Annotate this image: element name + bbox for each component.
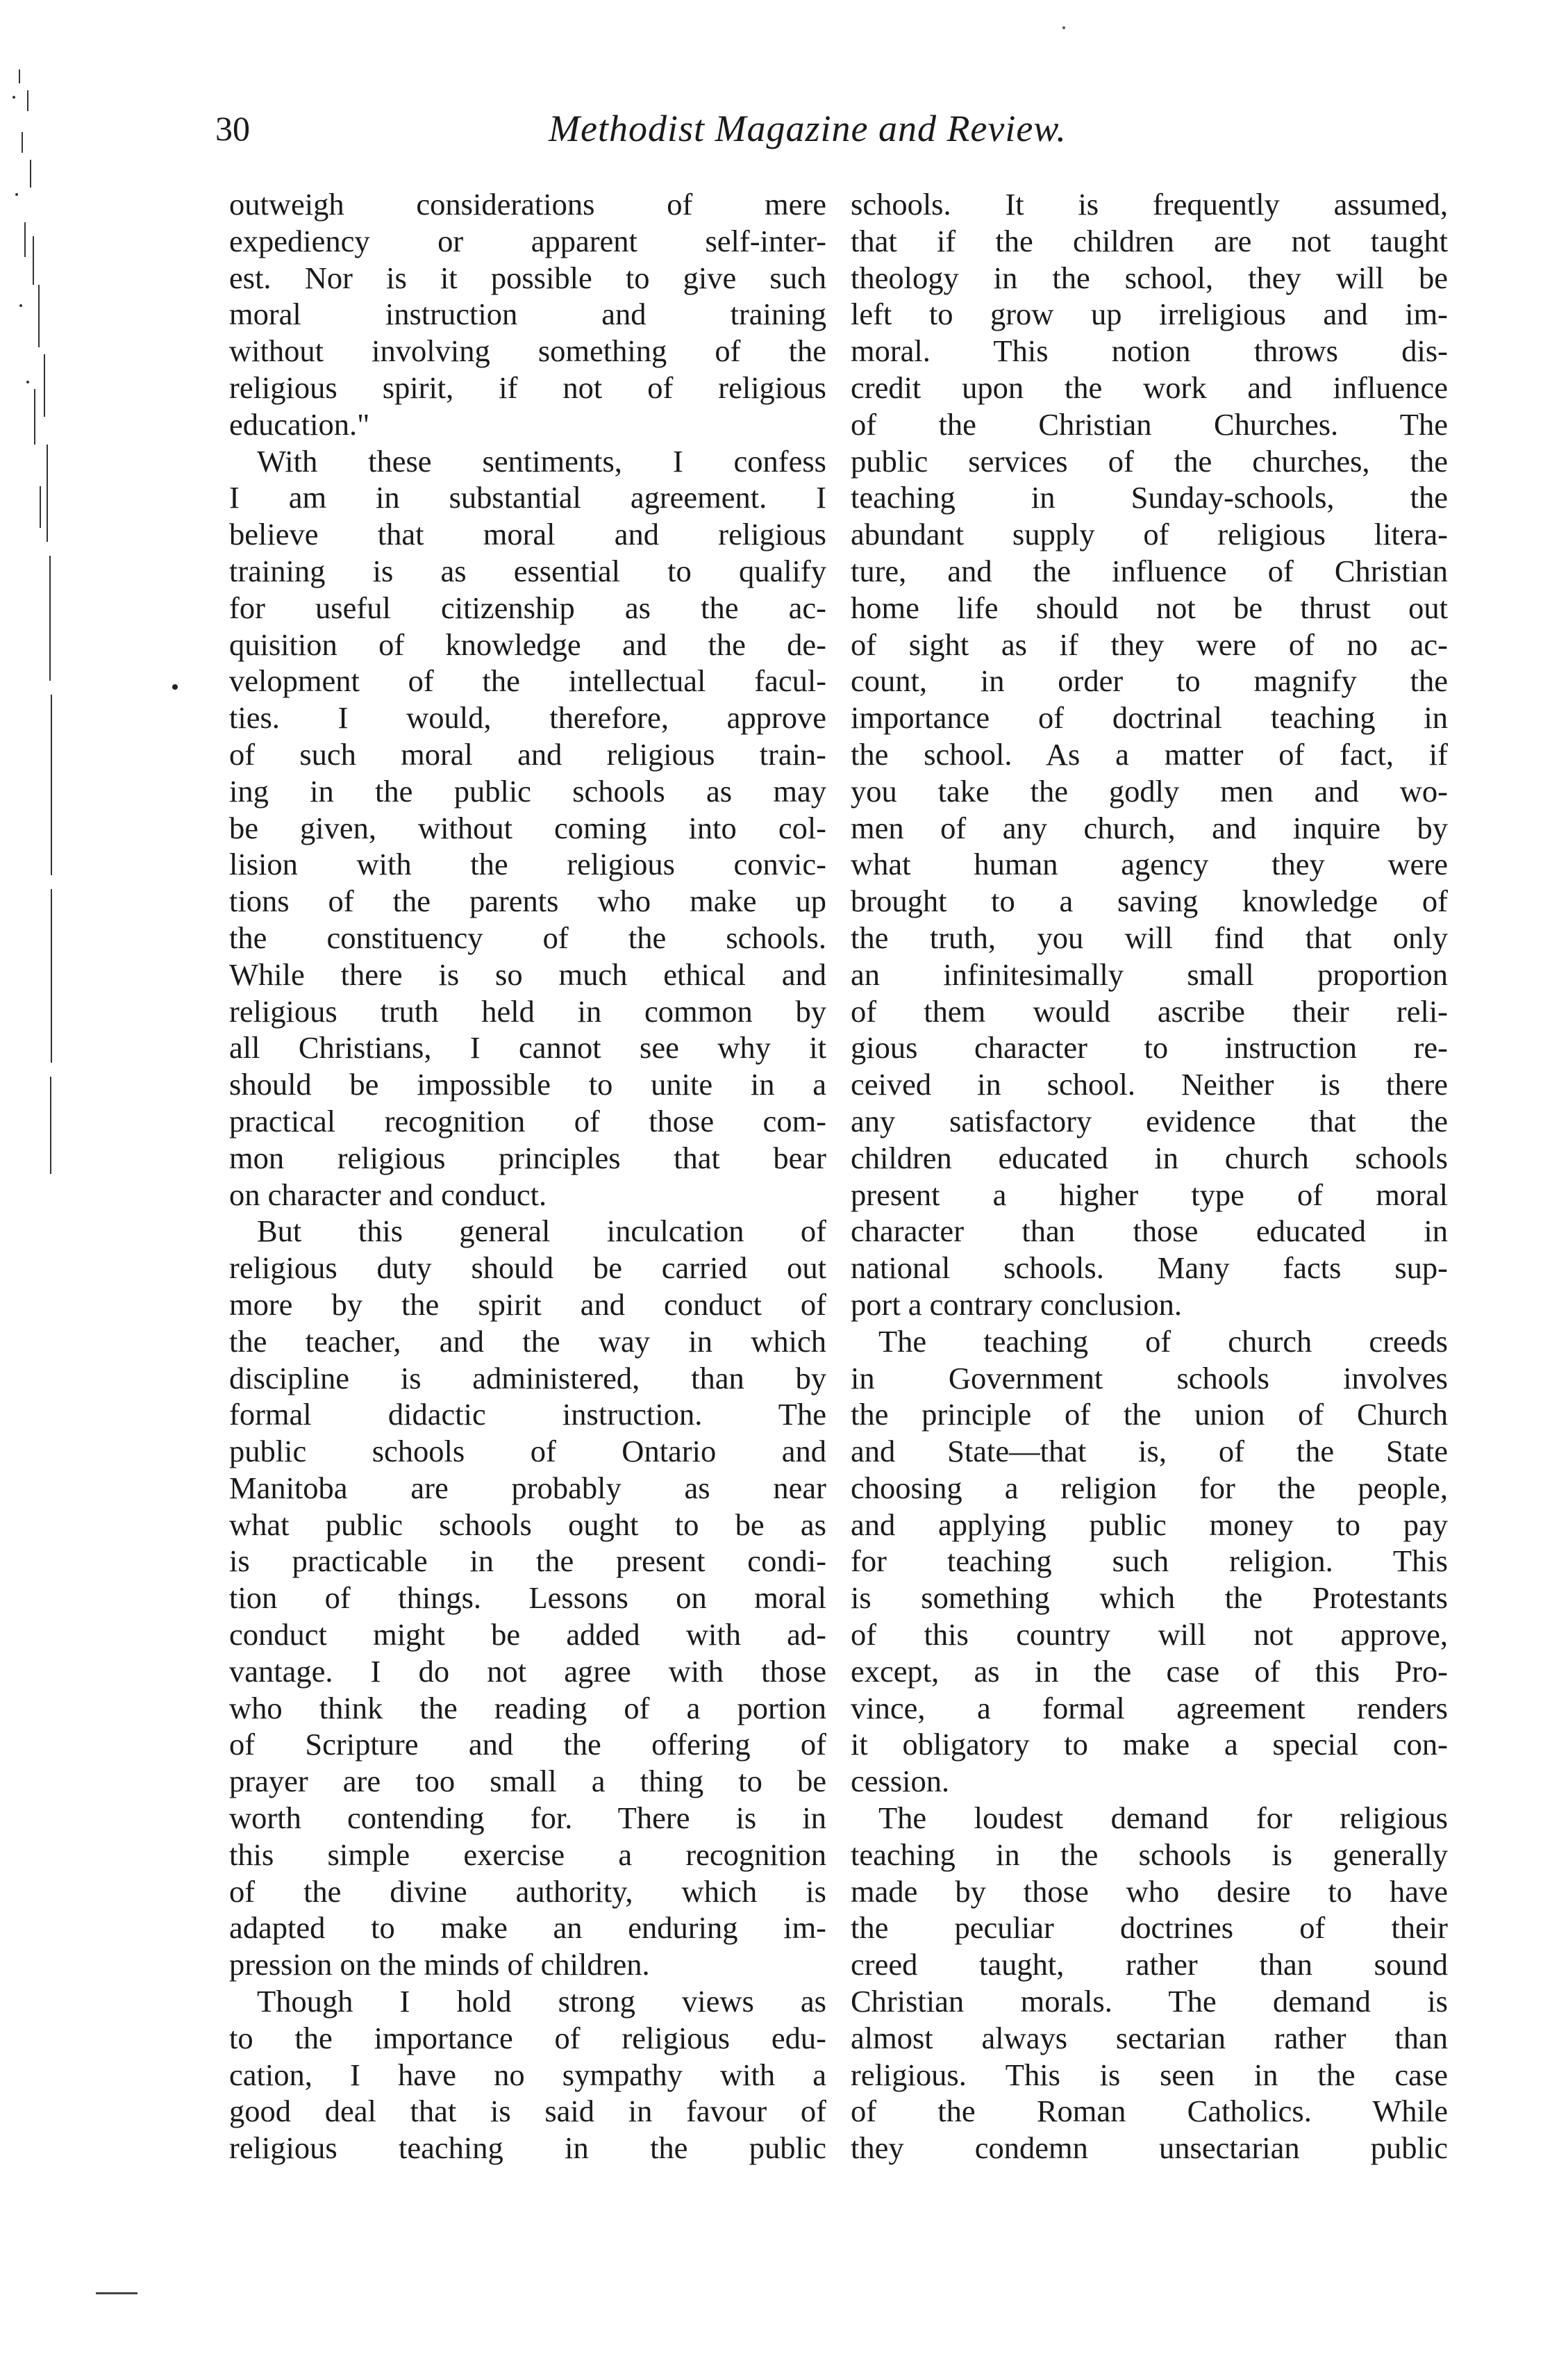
text-line: mon religious principles that bear	[229, 1140, 826, 1175]
text-line: for useful citizenship as the ac-	[229, 590, 826, 625]
text-line: the teacher, and the way in which	[229, 1323, 826, 1359]
text-line: character than those educated in	[851, 1213, 1448, 1249]
text-line: outweigh considerations of mere	[229, 187, 826, 222]
text-line: moral. This notion throws dis-	[851, 333, 1448, 369]
text-line: But this general inculcation of	[257, 1213, 826, 1249]
text-line: believe that moral and religious	[229, 517, 826, 552]
text-line: ceived in school. Neither is there	[851, 1067, 1448, 1102]
text-line: Christian morals. The demand is	[851, 1984, 1448, 2019]
text-line: brought to a saving knowledge of	[851, 884, 1448, 919]
text-line: without involving something of the	[229, 333, 826, 369]
text-line: public schools of Ontario and	[229, 1434, 826, 1469]
text-line: is something which the Protestants	[851, 1580, 1448, 1616]
text-line: velopment of the intellectual facul-	[229, 663, 826, 699]
text-line: it obligatory to make a special con-	[851, 1727, 1448, 1762]
text-line: of the Christian Churches. The	[851, 406, 1448, 442]
text-line: made by those who desire to have	[851, 1873, 1448, 1909]
text-line: adapted to make an enduring im-	[229, 1910, 826, 1946]
text-line: credit upon the work and influence	[851, 370, 1448, 405]
text-line: religious duty should be carried out	[229, 1250, 826, 1286]
text-line: religious teaching in the public	[229, 2130, 826, 2166]
text-line: With these sentiments, I confess	[257, 443, 826, 479]
margin-dot	[172, 684, 178, 690]
text-line: The teaching of church creeds	[878, 1323, 1448, 1359]
text-line: cession.	[851, 1764, 950, 1799]
scan-speck	[1062, 26, 1065, 29]
text-line: the constituency of the schools.	[229, 920, 826, 955]
text-line: home life should not be thrust out	[851, 590, 1448, 625]
text-line: teaching in the schools is generally	[851, 1837, 1448, 1872]
text-line: on character and conduct.	[229, 1177, 547, 1212]
text-line: of such moral and religious train-	[229, 736, 826, 772]
text-line: the school. As a matter of fact, if	[851, 736, 1448, 772]
text-line: of the Roman Catholics. While	[851, 2094, 1448, 2129]
text-line: almost always sectarian rather than	[851, 2020, 1448, 2055]
text-line: religious. This is seen in the case	[851, 2057, 1448, 2092]
text-line: of the divine authority, which is	[229, 1873, 826, 1909]
text-line: quisition of knowledge and the de-	[229, 627, 826, 662]
text-line: teaching in Sunday-schools, the	[851, 480, 1448, 515]
text-line: any satisfactory evidence that the	[851, 1103, 1448, 1138]
text-line: gious character to instruction re-	[851, 1030, 1448, 1066]
text-line: men of any church, and inquire by	[851, 810, 1448, 845]
text-line: the peculiar doctrines of their	[851, 1910, 1448, 1946]
text-line: abundant supply of religious litera-	[851, 517, 1448, 552]
text-line: practical recognition of those com-	[229, 1103, 826, 1138]
text-line: good deal that is said in favour of	[229, 2094, 826, 2129]
text-line: public services of the churches, the	[851, 443, 1448, 479]
text-line: for teaching such religion. This	[851, 1543, 1448, 1579]
text-line: who think the reading of a portion	[229, 1690, 826, 1725]
text-line: pression on the minds of children.	[229, 1947, 650, 1982]
text-line: except, as in the case of this Pro-	[851, 1653, 1448, 1689]
text-line: prayer are too small a thing to be	[229, 1764, 826, 1799]
text-line: national schools. Many facts sup-	[851, 1250, 1448, 1286]
text-line: While there is so much ethical and	[229, 956, 826, 992]
text-line: The loudest demand for religious	[878, 1800, 1448, 1836]
text-line: that if the children are not taught	[851, 223, 1448, 258]
text-line: Manitoba are probably as near	[229, 1470, 826, 1505]
text-line: ties. I would, therefore, approve	[229, 700, 826, 736]
text-line: creed taught, rather than sound	[851, 1947, 1448, 1982]
text-line: tions of the parents who make up	[229, 884, 826, 919]
text-line: an infinitesimally small proportion	[851, 956, 1448, 992]
text-line: moral instruction and training	[229, 297, 826, 332]
right-text-column	[851, 186, 1448, 2167]
text-line: what human agency they were	[851, 847, 1448, 882]
text-line: they condemn unsectarian public	[851, 2130, 1448, 2166]
text-line: formal didactic instruction. The	[229, 1397, 826, 1432]
text-line: what public schools ought to be as	[229, 1507, 826, 1542]
text-line: I am in substantial agreement. I	[229, 480, 826, 515]
binding-edge-marks	[7, 56, 56, 1236]
page-header	[0, 104, 1568, 160]
text-line: religious truth held in common by	[229, 993, 826, 1029]
text-line: the principle of the union of Church	[851, 1397, 1448, 1432]
text-line: importance of doctrinal teaching in	[851, 700, 1448, 736]
text-line: worth contending for. There is in	[229, 1800, 826, 1836]
text-line: training is as essential to qualify	[229, 553, 826, 588]
left-text-column	[229, 186, 826, 2167]
text-line: education."	[229, 406, 370, 442]
text-line: be given, without coming into col-	[229, 810, 826, 845]
text-line: the truth, you will find that only	[851, 920, 1448, 955]
text-line: you take the godly men and wo-	[851, 773, 1448, 809]
text-line: present a higher type of moral	[851, 1177, 1448, 1212]
text-line: this simple exercise a recognition	[229, 1837, 826, 1872]
text-line: vantage. I do not agree with those	[229, 1653, 826, 1689]
text-line: vince, a formal agreement renders	[851, 1690, 1448, 1725]
text-line: is practicable in the present condi-	[229, 1543, 826, 1579]
text-line: all Christians, I cannot see why it	[229, 1030, 826, 1066]
text-line: theology in the school, they will be	[851, 260, 1448, 295]
text-line: of this country will not approve,	[851, 1617, 1448, 1652]
text-line: schools. It is frequently assumed,	[851, 187, 1448, 222]
text-line: children educated in church schools	[851, 1140, 1448, 1175]
text-line: tion of things. Lessons on moral	[229, 1580, 826, 1616]
text-line: of them would ascribe their reli-	[851, 993, 1448, 1029]
text-line: should be impossible to unite in a	[229, 1067, 826, 1102]
text-line: conduct might be added with ad-	[229, 1617, 826, 1652]
text-line: religious spirit, if not of religious	[229, 370, 826, 405]
text-line: of sight as if they were of no ac-	[851, 627, 1448, 662]
text-line: port a contrary conclusion.	[851, 1286, 1182, 1322]
page-number: 30	[215, 109, 250, 148]
text-line: of Scripture and the offering of	[229, 1727, 826, 1762]
text-line: to the importance of religious edu-	[229, 2020, 826, 2055]
text-line: expediency or apparent self-inter-	[229, 223, 826, 258]
text-line: Though I hold strong views as	[257, 1984, 826, 2019]
text-line: choosing a religion for the people,	[851, 1470, 1448, 1505]
text-line: lision with the religious convic-	[229, 847, 826, 882]
scan-dash	[96, 2292, 137, 2294]
text-line: ture, and the influence of Christian	[851, 553, 1448, 588]
text-line: more by the spirit and conduct of	[229, 1286, 826, 1322]
text-line: est. Nor is it possible to give such	[229, 260, 826, 295]
text-line: ing in the public schools as may	[229, 773, 826, 809]
running-title: Methodist Magazine and Review.	[549, 108, 1067, 149]
text-line: cation, I have no sympathy with a	[229, 2057, 826, 2092]
text-line: left to grow up irreligious and im-	[851, 297, 1448, 332]
text-line: discipline is administered, than by	[229, 1360, 826, 1395]
text-line: and State—that is, of the State	[851, 1434, 1448, 1469]
text-line: and applying public money to pay	[851, 1507, 1448, 1542]
text-line: count, in order to magnify the	[851, 663, 1448, 699]
text-line: in Government schools involves	[851, 1360, 1448, 1395]
